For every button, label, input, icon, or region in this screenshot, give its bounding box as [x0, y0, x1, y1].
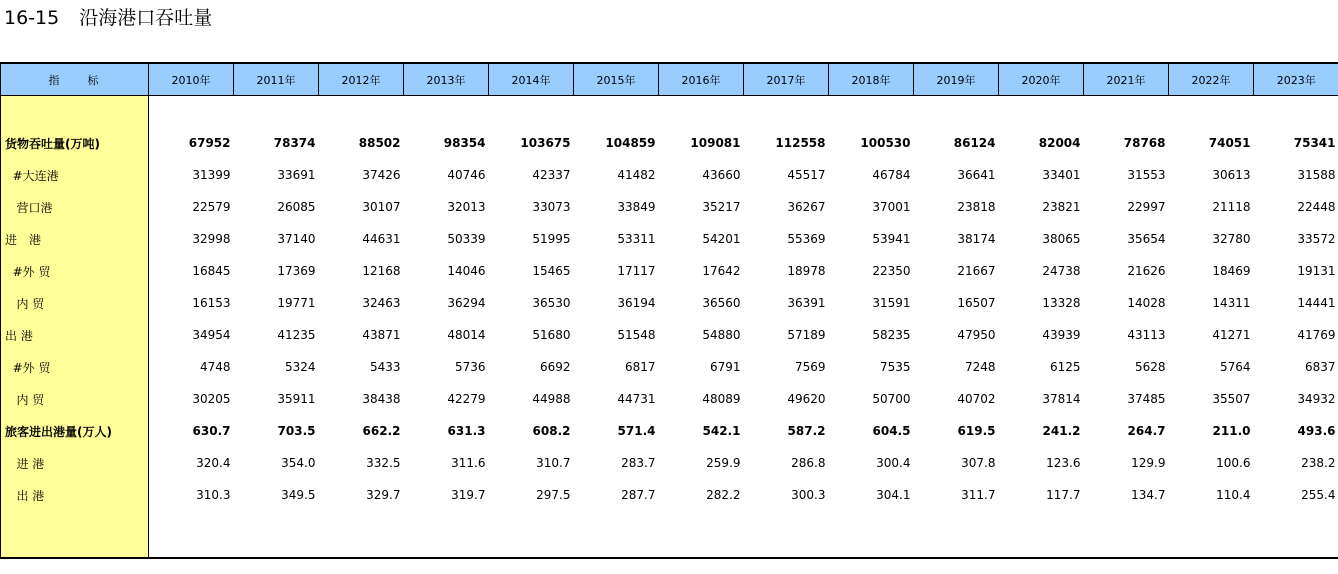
value-cell: 31591	[872, 296, 911, 310]
row-label: 旅客进出港量(万人)	[1, 415, 149, 447]
value-cell: 23821	[1042, 200, 1081, 214]
value-cell: 32780	[1212, 232, 1251, 246]
value-cell: 36267	[787, 200, 826, 214]
empty-cell	[319, 96, 404, 128]
empty-cell	[1254, 96, 1338, 128]
value-cell: 17369	[277, 264, 316, 278]
value-cell: 117.7	[1046, 488, 1081, 502]
value-cell: 319.7	[451, 488, 486, 502]
year-header: 2022年	[1169, 63, 1254, 96]
value-cell: 44988	[532, 392, 571, 406]
value-cell: 241.2	[1042, 424, 1081, 438]
empty-cell	[914, 96, 999, 128]
value-cell: 53311	[617, 232, 656, 246]
table-row	[1, 447, 1338, 479]
value-cell: 287.7	[621, 488, 656, 502]
year-header: 2015年	[574, 63, 659, 96]
empty-cell	[489, 96, 574, 128]
table-row	[1, 287, 1338, 319]
value-cell: 36194	[617, 296, 656, 310]
table-code: 16-15	[4, 7, 60, 29]
value-cell: 50700	[872, 392, 911, 406]
value-cell: 48089	[702, 392, 741, 406]
table-row	[1, 479, 1338, 511]
value-cell: 17642	[702, 264, 741, 278]
year-header: 2014年	[489, 63, 574, 96]
data-table	[0, 62, 1338, 559]
value-cell: 310.3	[196, 488, 231, 502]
value-cell: 37001	[872, 200, 911, 214]
year-header: 2011年	[234, 63, 319, 96]
value-cell: 37426	[362, 168, 401, 182]
value-cell: 493.6	[1297, 424, 1336, 438]
value-cell: 19131	[1297, 264, 1336, 278]
value-cell: 67952	[188, 136, 231, 150]
value-cell: 112558	[775, 136, 826, 150]
value-cell: 571.4	[617, 424, 656, 438]
value-cell: 49620	[787, 392, 826, 406]
empty-cell	[999, 511, 1084, 558]
row-label: 进 港	[1, 447, 149, 479]
value-cell: 311.7	[961, 488, 996, 502]
value-cell: 35507	[1212, 392, 1251, 406]
value-cell: 41271	[1212, 328, 1251, 342]
value-cell: 38438	[362, 392, 401, 406]
value-cell: 88502	[358, 136, 401, 150]
value-cell: 14046	[447, 264, 486, 278]
value-cell: 18469	[1212, 264, 1251, 278]
empty-cell	[659, 511, 744, 558]
value-cell: 53941	[872, 232, 911, 246]
table-title: 沿海港口吞吐量	[79, 7, 213, 29]
value-cell: 31399	[192, 168, 231, 182]
value-cell: 608.2	[532, 424, 571, 438]
value-cell: 24738	[1042, 264, 1081, 278]
value-cell: 31553	[1127, 168, 1166, 182]
value-cell: 32998	[192, 232, 231, 246]
value-cell: 51680	[532, 328, 571, 342]
value-cell: 42337	[532, 168, 571, 182]
table-body	[1, 96, 1338, 559]
row-label: #外 贸	[1, 351, 149, 383]
value-cell: 264.7	[1127, 424, 1166, 438]
year-header: 2016年	[659, 63, 744, 96]
value-cell: 54201	[702, 232, 741, 246]
value-cell: 33691	[277, 168, 316, 182]
value-cell: 329.7	[366, 488, 401, 502]
value-cell: 50339	[447, 232, 486, 246]
value-cell: 33073	[532, 200, 571, 214]
value-cell: 36641	[957, 168, 996, 182]
empty-cell	[1169, 96, 1254, 128]
value-cell: 35217	[702, 200, 741, 214]
table-row	[1, 383, 1338, 415]
empty-cell	[1169, 511, 1254, 558]
value-cell: 22350	[872, 264, 911, 278]
value-cell: 22579	[192, 200, 231, 214]
empty-cell	[829, 96, 914, 128]
header-row	[1, 63, 1338, 96]
value-cell: 51995	[532, 232, 571, 246]
table-row	[1, 255, 1338, 287]
value-cell: 33849	[617, 200, 656, 214]
year-header: 2012年	[319, 63, 404, 96]
value-cell: 7535	[879, 360, 911, 374]
value-cell: 51548	[617, 328, 656, 342]
value-cell: 34954	[192, 328, 231, 342]
value-cell: 5324	[284, 360, 316, 374]
row-label	[1, 96, 149, 128]
value-cell: 300.3	[791, 488, 826, 502]
year-header: 2013年	[404, 63, 489, 96]
value-cell: 35654	[1127, 232, 1166, 246]
page-title	[4, 4, 212, 32]
value-cell: 104859	[605, 136, 656, 150]
value-cell: 38174	[957, 232, 996, 246]
empty-cell	[659, 96, 744, 128]
row-label: 营口港	[1, 191, 149, 223]
value-cell: 22997	[1127, 200, 1166, 214]
value-cell: 297.5	[536, 488, 571, 502]
value-cell: 631.3	[447, 424, 486, 438]
row-label: 进 港	[1, 223, 149, 255]
empty-cell	[744, 96, 829, 128]
value-cell: 57189	[787, 328, 826, 342]
year-header: 2020年	[999, 63, 1084, 96]
value-cell: 14311	[1212, 296, 1251, 310]
empty-cell	[404, 511, 489, 558]
value-cell: 630.7	[192, 424, 231, 438]
value-cell: 44731	[617, 392, 656, 406]
value-cell: 26085	[277, 200, 316, 214]
value-cell: 43660	[702, 168, 741, 182]
value-cell: 662.2	[362, 424, 401, 438]
empty-cell	[1254, 511, 1338, 558]
empty-cell	[489, 511, 574, 558]
value-cell: 15465	[532, 264, 571, 278]
table-row	[1, 191, 1338, 223]
empty-cell	[149, 96, 234, 128]
empty-cell	[744, 511, 829, 558]
value-cell: 82004	[1038, 136, 1081, 150]
value-cell: 16507	[957, 296, 996, 310]
value-cell: 42279	[447, 392, 486, 406]
value-cell: 307.8	[961, 456, 996, 470]
value-cell: 103675	[520, 136, 571, 150]
value-cell: 36391	[787, 296, 826, 310]
value-cell: 354.0	[281, 456, 316, 470]
row-label	[1, 511, 149, 558]
empty-cell	[404, 96, 489, 128]
value-cell: 7569	[794, 360, 826, 374]
value-cell: 587.2	[787, 424, 826, 438]
value-cell: 78374	[273, 136, 316, 150]
year-header: 2021年	[1084, 63, 1169, 96]
value-cell: 110.4	[1216, 488, 1251, 502]
value-cell: 604.5	[872, 424, 911, 438]
value-cell: 21626	[1127, 264, 1166, 278]
value-cell: 134.7	[1131, 488, 1166, 502]
empty-cell	[574, 96, 659, 128]
empty-cell	[319, 511, 404, 558]
value-cell: 78768	[1123, 136, 1166, 150]
value-cell: 33401	[1042, 168, 1081, 182]
year-header: 2019年	[914, 63, 999, 96]
value-cell: 5628	[1134, 360, 1166, 374]
value-cell: 40746	[447, 168, 486, 182]
empty-cell	[829, 511, 914, 558]
value-cell: 259.9	[706, 456, 741, 470]
value-cell: 5736	[454, 360, 486, 374]
value-cell: 6125	[1049, 360, 1081, 374]
value-cell: 43871	[362, 328, 401, 342]
value-cell: 98354	[443, 136, 486, 150]
value-cell: 54880	[702, 328, 741, 342]
empty-cell	[574, 511, 659, 558]
value-cell: 41769	[1297, 328, 1336, 342]
value-cell: 75341	[1293, 136, 1336, 150]
value-cell: 310.7	[536, 456, 571, 470]
value-cell: 7248	[964, 360, 996, 374]
value-cell: 32013	[447, 200, 486, 214]
empty-cell	[234, 96, 319, 128]
value-cell: 12168	[362, 264, 401, 278]
value-cell: 283.7	[621, 456, 656, 470]
value-cell: 282.2	[706, 488, 741, 502]
value-cell: 74051	[1208, 136, 1251, 150]
value-cell: 6692	[539, 360, 571, 374]
value-cell: 35911	[277, 392, 316, 406]
value-cell: 31588	[1297, 168, 1336, 182]
value-cell: 311.6	[451, 456, 486, 470]
spacer-row	[1, 511, 1338, 558]
value-cell: 4748	[199, 360, 231, 374]
value-cell: 45517	[787, 168, 826, 182]
value-cell: 47950	[957, 328, 996, 342]
spacer-row	[1, 96, 1338, 128]
value-cell: 21667	[957, 264, 996, 278]
table-row	[1, 159, 1338, 191]
empty-cell	[234, 511, 319, 558]
table-row	[1, 319, 1338, 351]
value-cell: 34932	[1297, 392, 1336, 406]
value-cell: 36560	[702, 296, 741, 310]
value-cell: 44631	[362, 232, 401, 246]
value-cell: 37485	[1127, 392, 1166, 406]
value-cell: 100.6	[1216, 456, 1251, 470]
table-row	[1, 415, 1338, 447]
value-cell: 22448	[1297, 200, 1336, 214]
value-cell: 300.4	[876, 456, 911, 470]
value-cell: 46784	[872, 168, 911, 182]
value-cell: 36294	[447, 296, 486, 310]
value-cell: 123.6	[1046, 456, 1081, 470]
value-cell: 14028	[1127, 296, 1166, 310]
value-cell: 55369	[787, 232, 826, 246]
value-cell: 255.4	[1301, 488, 1336, 502]
value-cell: 30205	[192, 392, 231, 406]
table-row	[1, 351, 1338, 383]
value-cell: 43939	[1042, 328, 1081, 342]
value-cell: 32463	[362, 296, 401, 310]
value-cell: 37814	[1042, 392, 1081, 406]
value-cell: 16845	[192, 264, 231, 278]
value-cell: 6791	[709, 360, 741, 374]
value-cell: 320.4	[196, 456, 231, 470]
value-cell: 40702	[957, 392, 996, 406]
value-cell: 542.1	[702, 424, 741, 438]
indicator-header: 指 标	[1, 63, 149, 96]
value-cell: 211.0	[1212, 424, 1251, 438]
value-cell: 129.9	[1131, 456, 1166, 470]
value-cell: 304.1	[876, 488, 911, 502]
value-cell: 41482	[617, 168, 656, 182]
row-label: #大连港	[1, 159, 149, 191]
value-cell: 33572	[1297, 232, 1336, 246]
year-header: 2018年	[829, 63, 914, 96]
row-label: 出 港	[1, 319, 149, 351]
value-cell: 48014	[447, 328, 486, 342]
value-cell: 14441	[1297, 296, 1336, 310]
value-cell: 38065	[1042, 232, 1081, 246]
empty-cell	[914, 511, 999, 558]
year-header: 2017年	[744, 63, 829, 96]
empty-cell	[1084, 511, 1169, 558]
value-cell: 21118	[1212, 200, 1251, 214]
value-cell: 86124	[953, 136, 996, 150]
value-cell: 332.5	[366, 456, 401, 470]
value-cell: 349.5	[281, 488, 316, 502]
value-cell: 6817	[624, 360, 656, 374]
row-label: 货物吞吐量(万吨)	[1, 127, 149, 159]
empty-cell	[1084, 96, 1169, 128]
row-label: #外 贸	[1, 255, 149, 287]
empty-cell	[999, 96, 1084, 128]
value-cell: 109081	[690, 136, 741, 150]
value-cell: 619.5	[957, 424, 996, 438]
value-cell: 17117	[617, 264, 656, 278]
value-cell: 703.5	[277, 424, 316, 438]
value-cell: 18978	[787, 264, 826, 278]
value-cell: 6837	[1304, 360, 1336, 374]
value-cell: 100530	[860, 136, 911, 150]
value-cell: 58235	[872, 328, 911, 342]
value-cell: 19771	[277, 296, 316, 310]
value-cell: 36530	[532, 296, 571, 310]
value-cell: 37140	[277, 232, 316, 246]
year-header: 2010年	[149, 63, 234, 96]
table-row	[1, 127, 1338, 159]
value-cell: 238.2	[1301, 456, 1336, 470]
value-cell: 41235	[277, 328, 316, 342]
empty-cell	[149, 511, 234, 558]
value-cell: 43113	[1127, 328, 1166, 342]
value-cell: 13328	[1042, 296, 1081, 310]
value-cell: 5433	[369, 360, 401, 374]
value-cell: 30107	[362, 200, 401, 214]
value-cell: 286.8	[791, 456, 826, 470]
year-header: 2023年	[1254, 63, 1338, 96]
value-cell: 5764	[1219, 360, 1251, 374]
table-row	[1, 223, 1338, 255]
row-label: 出 港	[1, 479, 149, 511]
row-label: 内 贸	[1, 383, 149, 415]
value-cell: 23818	[957, 200, 996, 214]
row-label: 内 贸	[1, 287, 149, 319]
value-cell: 30613	[1212, 168, 1251, 182]
value-cell: 16153	[192, 296, 231, 310]
